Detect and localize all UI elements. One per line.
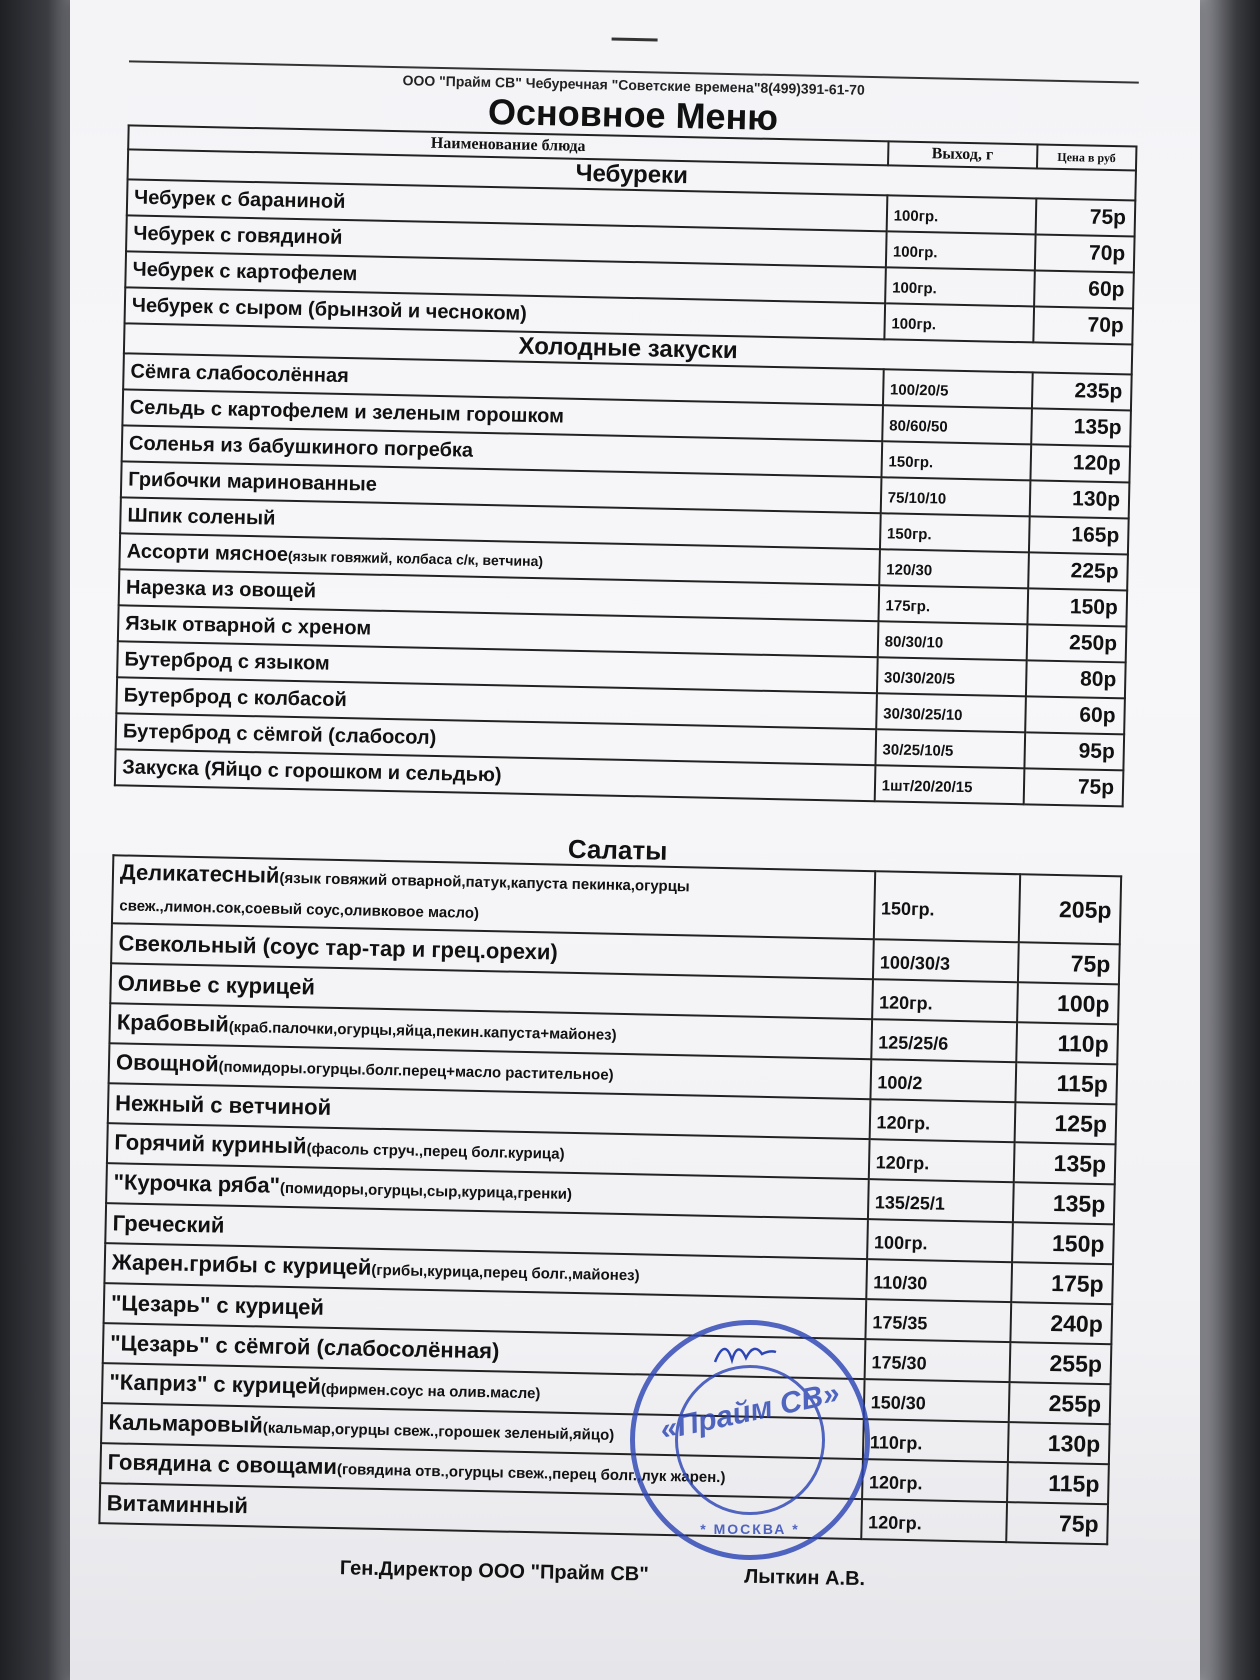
item-weight: 175гр. (878, 585, 1028, 624)
menu-table (114, 124, 1138, 807)
item-title: Нежный с ветчиной (114, 1090, 332, 1120)
item-title: "Цезарь" с сёмгой (слабосолённая) (109, 1330, 500, 1364)
item-title: Закуска (Яйцо с горошком и сельдью) (122, 756, 502, 787)
item-price: 70р (1033, 306, 1133, 344)
item-price: 240р (1011, 1302, 1113, 1344)
item-weight: 100/20/5 (883, 369, 1033, 408)
item-weight: 80/60/50 (882, 405, 1032, 444)
item-weight: 120гр. (872, 979, 1018, 1022)
item-title: Жарен.грибы с курицей (111, 1248, 372, 1280)
item-weight: 100гр. (886, 231, 1036, 270)
item-title: Говядина с овощами (107, 1448, 338, 1479)
item-title: Кальмаровый (108, 1408, 264, 1438)
item-price: 60р (1034, 270, 1134, 308)
director-title: Ген.Директор ООО "Прайм СВ" (339, 1557, 649, 1586)
item-weight: 150/30 (863, 1379, 1009, 1422)
item-title: Бутерброд с языком (124, 648, 330, 675)
item-weight: 100/30/3 (873, 939, 1019, 982)
item-weight: 75/10/10 (880, 477, 1030, 516)
item-title: Греческий (112, 1210, 225, 1238)
item-weight: 150гр. (880, 513, 1030, 552)
item-title: Шпик соленый (127, 504, 276, 530)
item-note: (говядина отв.,огурцы свеж.,перец болг.,лук жарен.) (336, 1460, 726, 1486)
top-mark (612, 38, 658, 42)
item-price: 250р (1026, 624, 1126, 662)
item-note: (язык говяжий отварной,патук,капуста пекинка,огурцы свеж.,лимон.сок,соевый соус,оливковое масло) (119, 869, 690, 922)
signature-line (97, 1552, 1107, 1596)
item-title: Чебурек с бараниной (133, 186, 346, 213)
item-price: 115р (1007, 1462, 1109, 1504)
item-title: Чебурек с сыром (брынзой и чесноком) (131, 294, 528, 325)
item-weight: 100гр. (886, 195, 1036, 234)
item-weight: 150гр. (881, 441, 1031, 480)
item-price: 165р (1029, 516, 1129, 554)
section-title-salads: Салаты (567, 833, 668, 866)
item-title: "Курочка ряба" (113, 1168, 281, 1198)
item-weight: 110гр. (863, 1419, 1009, 1462)
item-price: 115р (1016, 1062, 1118, 1104)
item-weight: 1шт/20/20/15 (874, 765, 1024, 804)
item-price: 255р (1009, 1382, 1111, 1424)
item-price: 135р (1013, 1182, 1115, 1224)
item-title: Соленья из бабушкиного погребка (128, 432, 474, 462)
item-weight: 100гр. (867, 1219, 1013, 1262)
item-weight: 135/25/1 (868, 1179, 1014, 1222)
item-weight: 110/30 (866, 1259, 1012, 1302)
item-price: 120р (1030, 444, 1130, 482)
item-title: Чебурек с говядиной (133, 222, 343, 249)
item-price: 75р (1035, 198, 1135, 236)
item-price: 125р (1015, 1102, 1117, 1144)
menu-content (97, 9, 1140, 1596)
item-price: 95р (1024, 732, 1124, 770)
item-title: Язык отварной с хреном (125, 612, 372, 640)
item-price: 80р (1026, 660, 1126, 698)
column-price-header: Цена в руб (1037, 144, 1137, 170)
item-weight: 120/30 (879, 549, 1029, 588)
column-weight-header: Выход, г (888, 141, 1037, 168)
item-price: 70р (1035, 234, 1135, 272)
item-weight: 30/30/20/5 (877, 657, 1027, 696)
item-price: 225р (1028, 552, 1128, 590)
column-name-header: Наименование блюда (128, 125, 888, 165)
item-title: Сёмга слабосолённая (130, 360, 349, 388)
item-weight: 100гр. (884, 303, 1034, 342)
item-title: Бутерброд с колбасой (123, 684, 348, 712)
item-title: Оливье с курицей (117, 970, 316, 1000)
item-price: 135р (1031, 408, 1131, 446)
item-weight: 100/2 (870, 1059, 1016, 1102)
item-price: 110р (1016, 1022, 1118, 1064)
item-weight: 150гр. (873, 871, 1020, 942)
item-note: (язык говяжий, колбаса с/к, ветчина) (287, 547, 544, 569)
item-title: Свекольный (соус тар-тар и грец.орехи) (118, 930, 559, 965)
item-note: (краб.палочки,огурцы,яйца,пекин.капуста+майонез) (228, 1018, 617, 1044)
item-title: Сельдь с картофелем и зеленым горошком (129, 396, 565, 428)
item-weight: 125/25/6 (871, 1019, 1017, 1062)
background-left (0, 0, 80, 1680)
item-price: 75р (1023, 768, 1123, 806)
item-title: "Цезарь" с курицей (110, 1290, 325, 1320)
company-header: ООО "Прайм СВ" Чебуречная "Советские времена"8(499)391-61-70 (129, 60, 1139, 103)
item-title: Бутерброд с сёмгой (слабосол) (122, 720, 437, 749)
salads-table (98, 854, 1122, 1545)
item-title: Чебурек с картофелем (132, 258, 358, 286)
item-note: (фасоль струч.,перец болг.курица) (306, 1139, 565, 1163)
item-weight: 175/30 (864, 1339, 1010, 1382)
item-weight: 100гр. (885, 267, 1035, 306)
item-weight: 120гр. (869, 1099, 1015, 1142)
item-weight: 30/30/25/10 (876, 693, 1026, 732)
item-weight: 120гр. (868, 1139, 1014, 1182)
item-price: 175р (1011, 1262, 1113, 1304)
item-price: 75р (1018, 942, 1120, 984)
signature-scribble (710, 1332, 780, 1372)
item-title: Деликатесный (119, 859, 280, 888)
item-price: 150р (1027, 588, 1127, 626)
item-weight: 120гр. (862, 1459, 1008, 1502)
item-note: (помидоры.огурцы.болг.перец+масло растительное) (218, 1058, 614, 1084)
item-title: Горячий куриный (114, 1128, 307, 1158)
item-weight: 30/25/10/5 (875, 729, 1025, 768)
item-price: 75р (1006, 1502, 1108, 1544)
item-note: (грибы,курица,перец болг.,майонез) (371, 1261, 640, 1284)
item-title: Ассорти мясное (126, 539, 289, 566)
item-note: (помидоры,огурцы,сыр,курица,гренки) (279, 1179, 573, 1203)
item-weight: 80/30/10 (877, 621, 1027, 660)
item-price: 205р (1019, 874, 1121, 944)
item-weight: 120гр. (861, 1499, 1007, 1542)
item-price: 150р (1012, 1222, 1114, 1264)
page-title: Основное Меню (487, 90, 779, 139)
item-title: Витаминный (106, 1490, 249, 1519)
item-price: 235р (1032, 372, 1132, 410)
item-title: Грибочки маринованные (128, 468, 378, 496)
stamp-city-text: * МОСКВА * (700, 1521, 800, 1537)
stamp-center-text: «Прайм СВ» (657, 1376, 843, 1447)
item-title: Овощной (115, 1048, 219, 1077)
item-price: 60р (1025, 696, 1125, 734)
item-price: 135р (1014, 1142, 1116, 1184)
item-price: 255р (1010, 1342, 1112, 1384)
menu-sheet (70, 0, 1200, 1680)
salads-block (98, 824, 1122, 1545)
item-price: 100р (1017, 982, 1119, 1024)
director-name: Лыткин А.В. (744, 1565, 866, 1591)
item-title: "Каприз" с курицей (109, 1368, 322, 1399)
item-title: Крабовый (116, 1008, 230, 1037)
item-note: (кальмар,огурцы свеж.,горошек зеленый,яйцо) (262, 1419, 615, 1444)
section-title: Чебуреки (128, 149, 1136, 200)
item-title: Нарезка из овощей (125, 576, 317, 603)
item-note: (фирмен.соус на олив.масле) (320, 1380, 541, 1402)
item-weight: 175/35 (865, 1299, 1011, 1342)
item-price: 130р (1029, 480, 1129, 518)
item-price: 130р (1008, 1422, 1110, 1464)
section-title: Холодные закуски (124, 323, 1132, 374)
